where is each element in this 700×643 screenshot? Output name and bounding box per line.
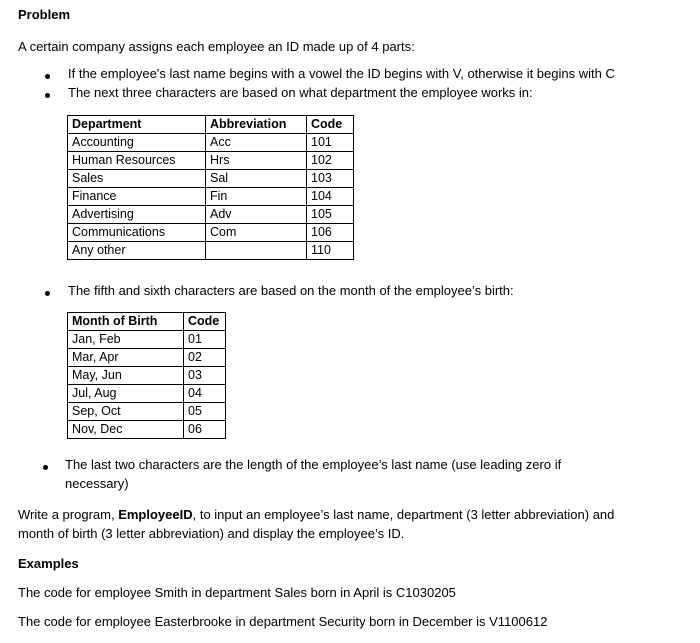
table-cell: Sales [68,170,206,188]
program-name: EmployeeID [118,507,193,522]
table-cell: Advertising [68,206,206,224]
table-cell: 105 [307,206,354,224]
table-row [68,367,226,385]
table-row [68,331,226,349]
table-cell: 05 [184,403,226,421]
table-cell: Jul, Aug [68,385,184,403]
table-row [68,134,354,152]
bullet-dot [43,465,48,470]
table-cell: Accounting [68,134,206,152]
table-row [68,224,354,242]
table-header-row [68,313,226,331]
table-row [68,349,226,367]
bullet-dot [45,74,50,79]
table-row [68,242,354,260]
bullet-length-rule-continued: necessary) [65,476,129,491]
table-cell: 101 [307,134,354,152]
problem-heading: Problem [18,7,71,22]
column-header: Abbreviation [206,116,307,134]
table-header-row [68,116,354,134]
table-cell: Mar, Apr [68,349,184,367]
table-cell: Sep, Oct [68,403,184,421]
table-cell: May, Jun [68,367,184,385]
table-cell: 102 [307,152,354,170]
intro-text: A certain company assigns each employee an ID made up of 4 parts: [18,39,415,54]
table-cell: Adv [206,206,307,224]
table-cell: 104 [307,188,354,206]
table-row [68,421,226,439]
table-cell: 110 [307,242,354,260]
table-row [68,206,354,224]
bullet-vowel-rule: If the employee's last name begins with a vowel the ID begins with V, otherwise it begins with C [68,66,615,81]
table-cell [206,242,307,260]
department-table [67,115,354,260]
table-cell: Any other [68,242,206,260]
bullet-dot [45,93,50,98]
example-line: The code for employee Easterbrooke in department Security born in December is V1100612 [18,614,548,629]
table-cell: 103 [307,170,354,188]
table-cell: Com [206,224,307,242]
table-cell: Acc [206,134,307,152]
task-description-continued: month of birth (3 letter abbreviation) and display the employee’s ID. [18,526,405,541]
examples-heading: Examples [18,556,79,571]
table-cell: 02 [184,349,226,367]
bullet-department-rule: The next three characters are based on what department the employee works in: [68,85,533,100]
month-table [67,312,226,439]
table-row [68,152,354,170]
column-header: Code [184,313,226,331]
example-line: The code for employee Smith in department Sales born in April is C1030205 [18,585,456,600]
table-cell: 106 [307,224,354,242]
table-cell: Sal [206,170,307,188]
column-header: Code [307,116,354,134]
bullet-length-rule: The last two characters are the length of the employee’s last name (use leading zero if [65,457,562,472]
table-row [68,403,226,421]
column-header: Month of Birth [68,313,184,331]
task-text: , to input an employee’s last name, department (3 letter abbreviation) and [192,507,615,522]
table-row [68,385,226,403]
table-cell: Jan, Feb [68,331,184,349]
task-text: Write a program, [18,507,119,522]
table-cell: 01 [184,331,226,349]
table-cell: 03 [184,367,226,385]
table-row [68,170,354,188]
bullet-month-rule: The fifth and sixth characters are based on the month of the employee’s birth: [68,283,514,298]
table-cell: 06 [184,421,226,439]
task-description [18,507,614,522]
table-row [68,188,354,206]
table-cell: Human Resources [68,152,206,170]
bullet-dot [45,291,50,296]
table-cell: Fin [206,188,307,206]
column-header: Department [68,116,206,134]
table-cell: Hrs [206,152,307,170]
table-cell: Communications [68,224,206,242]
table-cell: 04 [184,385,226,403]
table-cell: Nov, Dec [68,421,184,439]
table-cell: Finance [68,188,206,206]
